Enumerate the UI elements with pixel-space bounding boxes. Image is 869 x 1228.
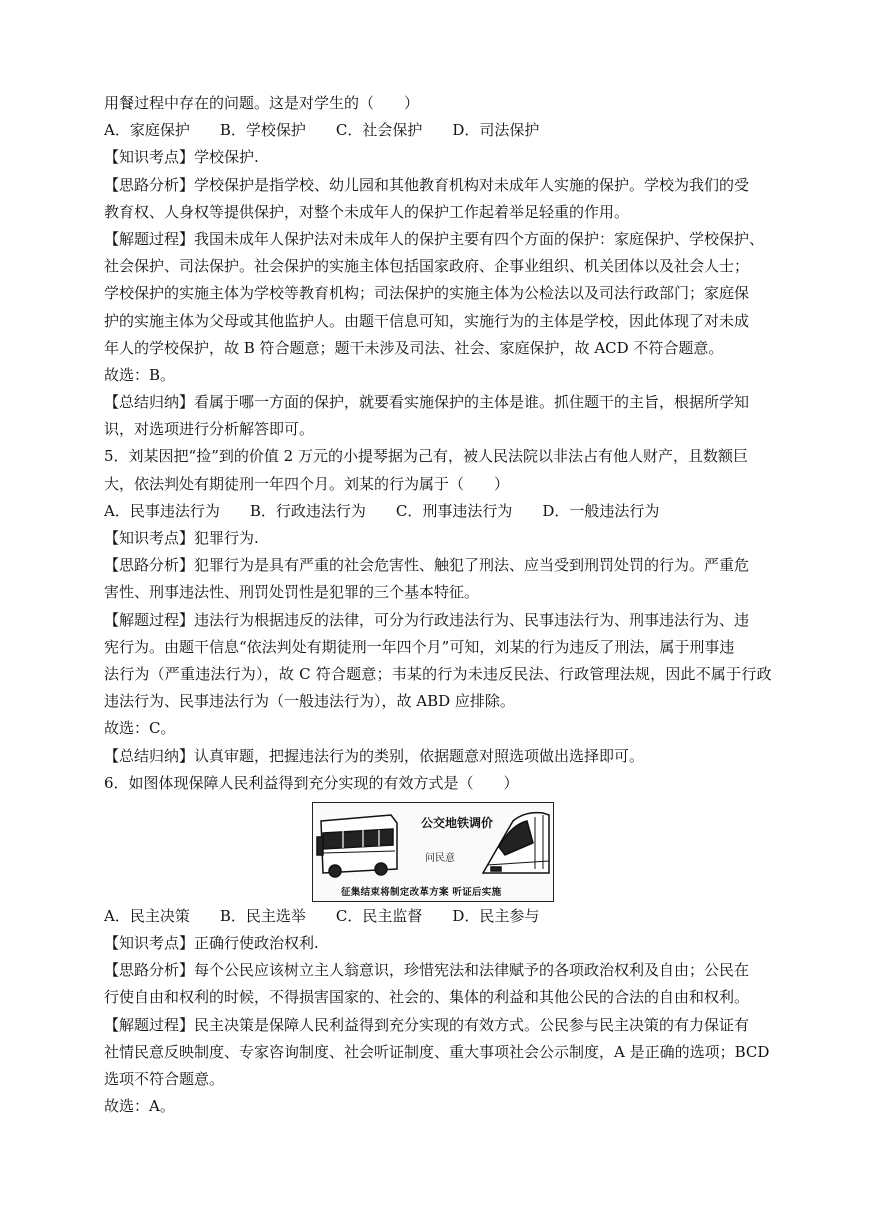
figure-footer: 征集结束将制定改革方案 听证后实施 <box>341 886 502 898</box>
solution-line: 社情民意反映制度、专家咨询制度、社会听证制度、重大事项社会公示制度，A 是正确的选项；BCD <box>104 1042 770 1061</box>
knowledge-point: 【知识考点】正确行使政治权利. <box>104 934 319 953</box>
solution-line: 【解题过程】我国未成年人保护法对未成年人的保护主要有四个方面的保护：家庭保护、学校保护、 <box>104 229 765 248</box>
analysis-line: 害性、刑事违法性、刑罚处罚性是犯罪的三个基本特征。 <box>104 583 480 602</box>
figure-title: 公交地铁调价 <box>421 815 494 830</box>
answer-options: A．家庭保护 B．学校保护 C．社会保护 D．司法保护 <box>104 121 540 140</box>
analysis-line: 【思路分析】犯罪行为是具有严重的社会危害性、触犯了刑法、应当受到刑罚处罚的行为。严重危 <box>104 556 750 575</box>
figure-subtitle: 问民意 <box>425 852 455 864</box>
text-line: 用餐过程中存在的问题。这是对学生的（ ） <box>104 94 420 112</box>
solution-line: 社会保护、司法保护。社会保护的实施主体包括国家政府、企事业组织、机关团体以及社会人士； <box>104 257 750 276</box>
answer-options: A．民事违法行为 B．行政违法行为 C．刑事违法行为 D．一般违法行为 <box>104 501 660 520</box>
solution-line: 选项不符合题意。 <box>104 1070 225 1088</box>
solution-line: 学校保护的实施主体为学校等教育机构；司法保护的实施主体为公检法以及司法行政部门；家庭保 <box>104 284 750 303</box>
knowledge-point: 【知识考点】学校保护. <box>104 148 259 167</box>
solution-line: 【解题过程】民主决策是保障人民利益得到充分实现的有效方式。公民参与民主决策的有力保证有 <box>104 1015 750 1034</box>
question-5-line: 大，依法判处有期徒刑一年四个月。刘某的行为属于（ ） <box>104 474 510 493</box>
solution-line: 年人的学校保护，故 B 符合题意；题干未涉及司法、社会、家庭保护，故 ACD 不符合题意。 <box>104 338 724 357</box>
summary-line: 【总结归纳】认真审题，把握违法行为的类别，依据题意对照选项做出选择即可。 <box>104 746 645 765</box>
transit-price-figure <box>312 802 554 902</box>
question-6-line: 6．如图体现保障人民利益得到充分实现的有效方式是（ ） <box>104 773 519 792</box>
knowledge-point: 【知识考点】犯罪行为. <box>104 529 259 547</box>
answer-line: 故选：A。 <box>104 1097 175 1116</box>
summary-line: 识，对选项进行分析解答即可。 <box>104 420 315 439</box>
summary-line: 【总结归纳】看属于哪一方面的保护，就要看实施保护的主体是谁。抓住题干的主旨，根据所学知 <box>104 393 750 412</box>
bus-icon <box>317 815 397 877</box>
analysis-line: 行使自由和权利的时候，不得损害国家的、社会的、集体的利益和其他公民的合法的自由和权利。 <box>104 988 750 1007</box>
solution-line: 护的实施主体为父母或其他监护人。由题干信息可知，实施行为的主体是学校，因此体现了对未成 <box>104 311 750 330</box>
analysis-line: 教育权、人身权等提供保护，对整个未成年人的保护工作起着举足轻重的作用。 <box>104 202 630 221</box>
solution-line: 法行为（严重违法行为），故 C 符合题意；韦某的行为未违反民法、行政管理法规，因此不属于行政 <box>104 664 772 683</box>
analysis-line: 【思路分析】学校保护是指学校、幼儿园和其他教育机构对未成年人实施的保护。学校为我们的受 <box>104 175 750 194</box>
question-5-line: 5．刘某因把“捡”到的价值 2 万元的小提琴据为己有，被人民法院以非法占有他人财产，且数额巨 <box>104 447 748 466</box>
document-page <box>104 90 774 1120</box>
analysis-line: 【思路分析】每个公民应该树立主人翁意识，珍惜宪法和法律赋予的各项政治权利及自由；公民在 <box>104 961 750 980</box>
answer-line: 故选：B。 <box>104 365 176 384</box>
answer-options: A．民主决策 B．民主选举 C．民主监督 D．民主参与 <box>104 906 540 925</box>
figure-container <box>104 797 774 903</box>
solution-line: 【解题过程】违法行为根据违反的法律，可分为行政违法行为、民事违法行为、刑事违法行为、违 <box>104 610 750 629</box>
solution-line: 宪行为。由题干信息“依法判处有期徒刑一年四个月”可知，刘某的行为违反了刑法，属于刑事违 <box>104 637 735 656</box>
answer-line: 故选：C。 <box>104 719 176 738</box>
solution-line: 违法行为、民事违法行为（一般违法行为），故 ABD 应排除。 <box>104 692 515 711</box>
